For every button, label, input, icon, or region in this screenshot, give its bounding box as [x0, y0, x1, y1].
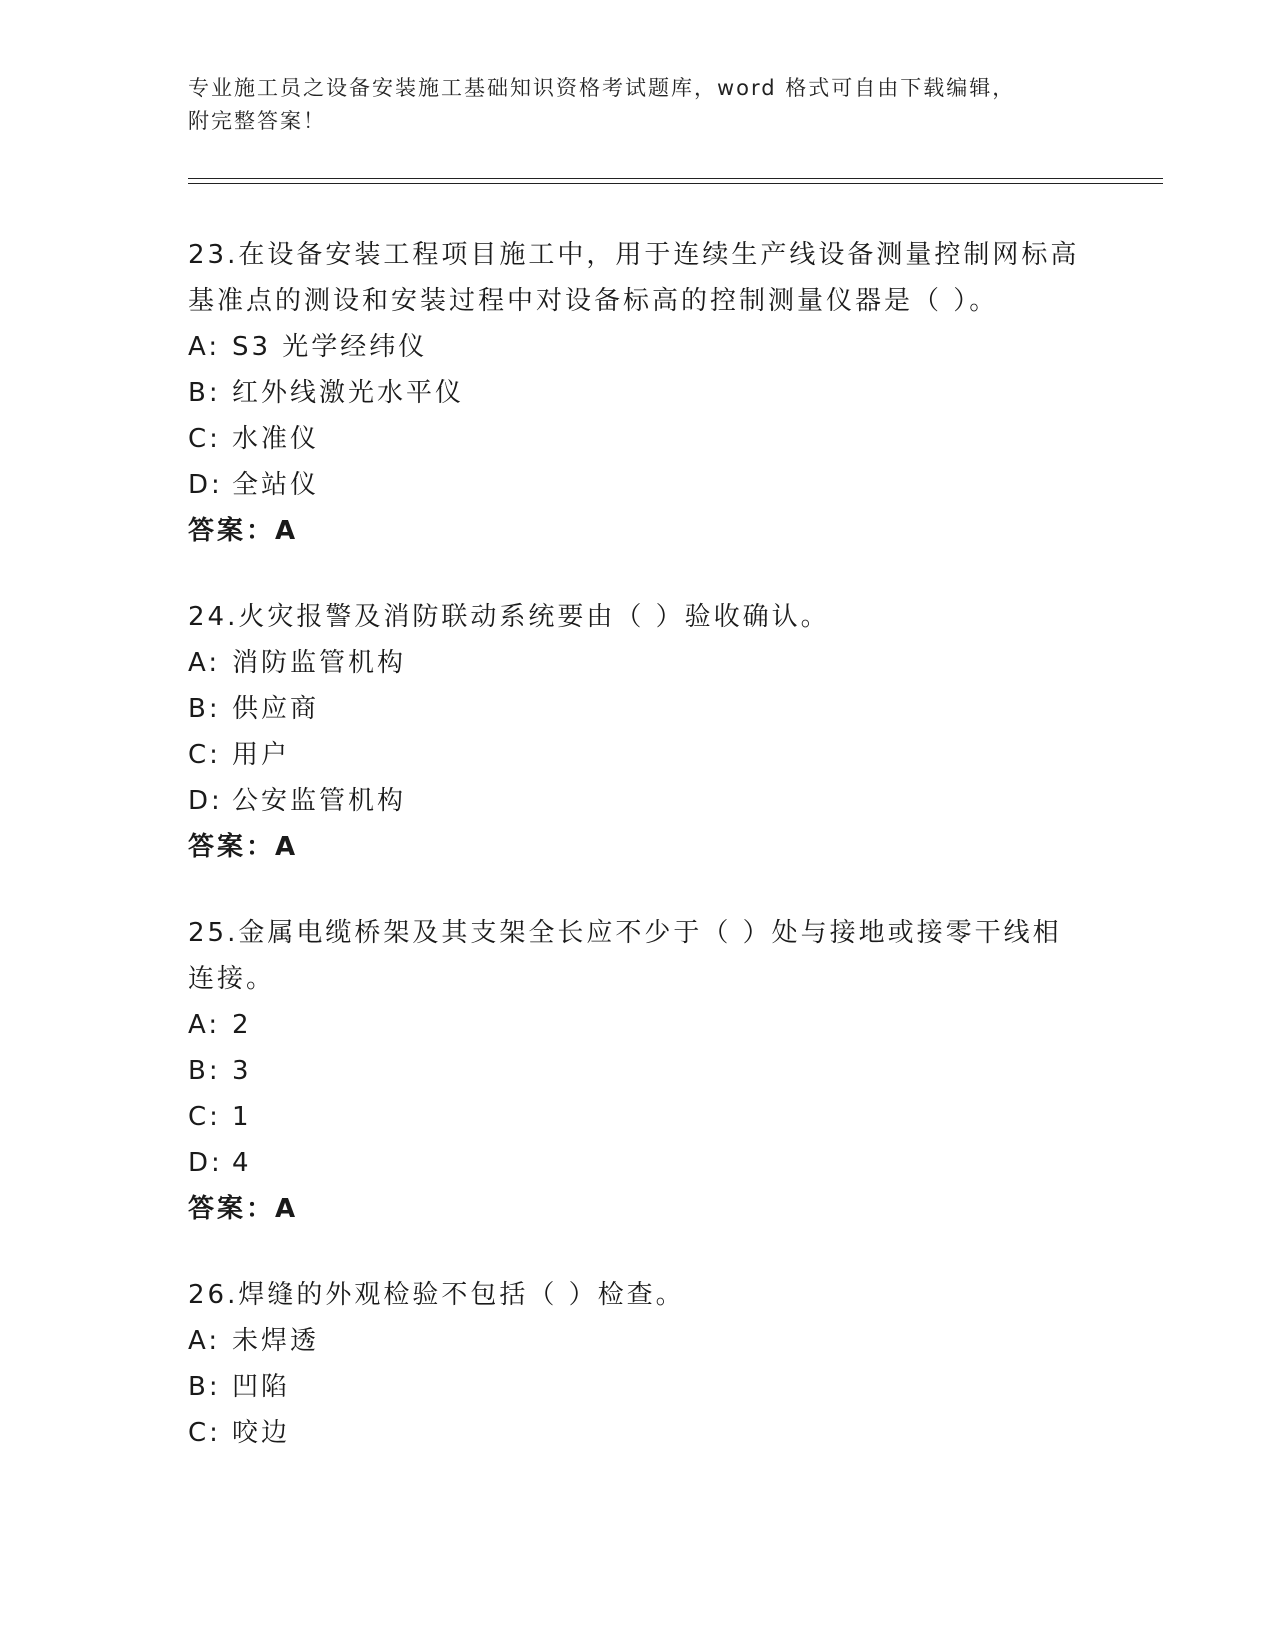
option-letter: D: [188, 1148, 223, 1178]
option-c [188, 1094, 1088, 1140]
option-text: 消防监管机构 [232, 648, 407, 678]
option-text: 2 [232, 1010, 252, 1040]
document-header [188, 72, 1088, 138]
option-text: 3 [232, 1056, 252, 1086]
option-text: 用户 [232, 740, 291, 770]
question-stem-line-1: 23.在设备安装工程项目施工中，用于连续生产线设备测量控制网标高 [188, 240, 1080, 270]
option-b [188, 686, 1088, 732]
header-line-1: 专业施工员之设备安装施工基础知识资格考试题库，word 格式可自由下载编辑， [188, 76, 1016, 100]
option-text: 4 [232, 1148, 252, 1178]
question-stem-line-1: 24.火灾报警及消防联动系统要由（ ）验收确认。 [188, 602, 830, 632]
option-c [188, 1410, 1088, 1456]
answer-label: 答案：A [188, 516, 299, 546]
question-stem-line-2: 连接。 [188, 964, 276, 994]
option-text: 水准仪 [232, 424, 320, 454]
option-a [188, 1002, 1088, 1048]
option-d [188, 1140, 1088, 1186]
option-text: 供应商 [232, 694, 320, 724]
header-line-2: 附完整答案！ [188, 109, 326, 133]
option-letter: B: [188, 378, 221, 408]
option-letter: A: [188, 1010, 221, 1040]
option-b [188, 370, 1088, 416]
option-letter: C: [188, 424, 221, 454]
question-stem-line-2: 基准点的测设和安装过程中对设备标高的控制测量仪器是（ ）。 [188, 286, 999, 316]
option-c [188, 416, 1088, 462]
question-26 [188, 1272, 1088, 1456]
option-text: 咬边 [232, 1418, 291, 1448]
option-a [188, 1318, 1088, 1364]
header-divider-bottom [188, 183, 1163, 184]
option-text: 未焊透 [232, 1326, 320, 1356]
option-letter: B: [188, 1056, 221, 1086]
option-letter: B: [188, 694, 221, 724]
option-letter: D: [188, 470, 223, 500]
option-text: 凹陷 [232, 1372, 291, 1402]
option-text: 红外线激光水平仪 [232, 378, 465, 408]
option-text: S3 光学经纬仪 [232, 332, 428, 362]
option-d [188, 778, 1088, 824]
option-text: 公安监管机构 [232, 786, 407, 816]
option-letter: D: [188, 786, 223, 816]
question-23 [188, 232, 1088, 554]
option-letter: C: [188, 1418, 221, 1448]
option-b [188, 1364, 1088, 1410]
question-stem-line-1: 25.金属电缆桥架及其支架全长应不少于（ ）处与接地或接零干线相 [188, 918, 1062, 948]
option-text: 1 [232, 1102, 252, 1132]
question-25 [188, 910, 1088, 1232]
question-stem-line-1: 26.焊缝的外观检验不包括（ ）检查。 [188, 1280, 685, 1310]
header-divider-top [188, 178, 1163, 179]
option-a [188, 640, 1088, 686]
answer-label: 答案：A [188, 832, 299, 862]
option-letter: B: [188, 1372, 221, 1402]
option-b [188, 1048, 1088, 1094]
option-d [188, 462, 1088, 508]
option-a [188, 324, 1088, 370]
option-c [188, 732, 1088, 778]
option-letter: A: [188, 332, 221, 362]
question-list [188, 232, 1088, 1496]
option-letter: A: [188, 648, 221, 678]
question-24 [188, 594, 1088, 870]
answer-label: 答案：A [188, 1194, 299, 1224]
option-letter: A: [188, 1326, 221, 1356]
option-letter: C: [188, 740, 221, 770]
option-letter: C: [188, 1102, 221, 1132]
option-text: 全站仪 [232, 470, 320, 500]
